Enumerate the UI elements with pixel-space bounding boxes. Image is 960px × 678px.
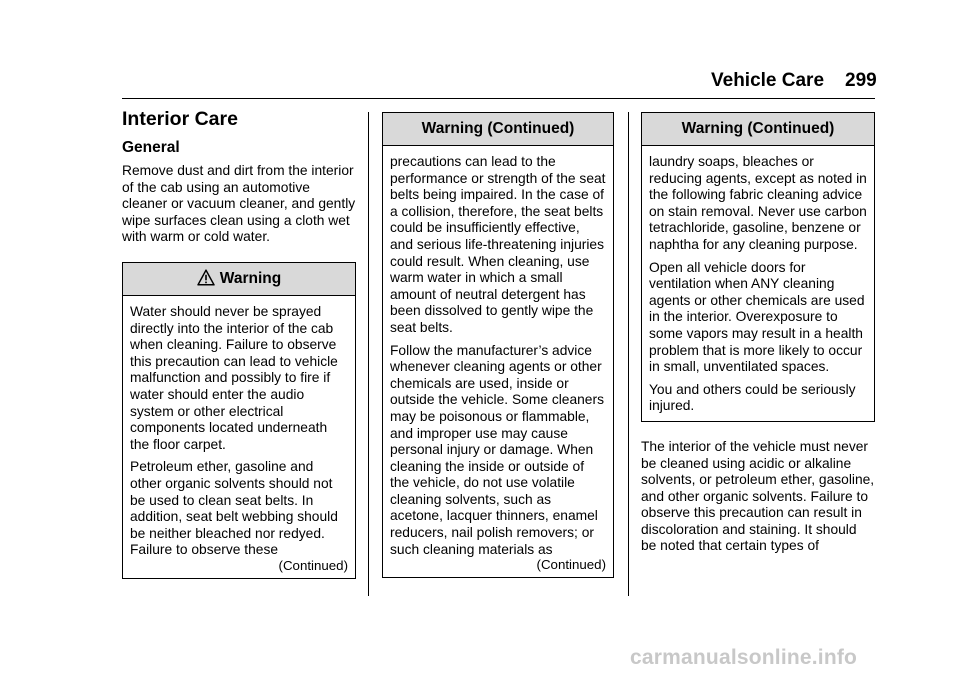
warning-box-continued (382, 112, 614, 578)
warning-box (122, 262, 356, 579)
column-2 (382, 112, 614, 578)
continued-label: (Continued) (536, 557, 606, 573)
body-paragraph: The interior of the vehicle must never be cleaned using acidic or alkaline solvents, or petroleum ether, gasoline, and other organic solvents. Failure to observe this precaution can result in discoloration and staining. It should be noted that certain types of (641, 438, 875, 554)
warning-heading-label: Warning (219, 269, 282, 287)
warning-triangle-icon (197, 266, 215, 298)
watermark: carmanualsonline.info (630, 646, 858, 669)
header-section-title: Vehicle Care (711, 70, 825, 91)
warning-heading: Warning (Continued) (383, 113, 613, 146)
warning-box-continued (641, 112, 875, 422)
warning-paragraph: Petroleum ether, gasoline and other organic solvents should not be used to clean seat belts. In addition, seat belt webbing should be neither bleached nor redyed. Failure to observe these (130, 459, 338, 558)
section-subtitle: General (122, 139, 180, 156)
section-title: Interior Care (122, 108, 238, 130)
column-divider-1 (368, 112, 369, 596)
page-number: 299 (845, 70, 877, 91)
warning-heading (123, 263, 355, 296)
column-1 (122, 108, 356, 579)
column-3 (641, 112, 875, 555)
warning-paragraph: laundry soaps, bleaches or reducing agents, except as noted in the following fabric cleaning advice on stain removal. Never use carbon tetrachloride, gasoline, benzene or naphtha for any cleaning purpose. (649, 154, 867, 252)
column-divider-2 (628, 112, 629, 596)
warning-paragraph: precautions can lead to the performance or strength of the seat belts being impaired. In the case of a collision, therefore, the seat belts could be insufficiently effective, and serious life-threatening injuries could result. When cleaning, use warm water in which a small amount of neutral detergent has been dissolved to gently wipe the seat belts. (390, 154, 606, 335)
warning-paragraph: Open all vehicle doors for ventilation when ANY cleaning agents or other chemicals are used in the interior. Overexposure to some vapors may result in a health problem that is more likely to occur in small, unventilated spaces. (649, 259, 865, 375)
warning-paragraph: Follow the manufacturer’s advice whenever cleaning agents or other chemicals are used, inside or outside the vehicle. Some cleaners may be poisonous or flammable, and improper use may cause personal injury or damage. When cleaning the inside or outside of the vehicle, do not use volatile cleaning solvents, such as acetone, lacquer thinners, enamel reducers, nail polish removers; or such cleaning materials as (390, 342, 604, 557)
warning-heading: Warning (Continued) (642, 113, 874, 146)
continued-label: (Continued) (278, 557, 348, 573)
header-rule (122, 98, 875, 99)
warning-paragraph: Water should never be sprayed directly into the interior of the cab when cleaning. Failure to observe this precaution can lead to vehicle malfunction and possibly to fire if water should enter the audio system or other electrical components located underneath the floor carpet. (130, 303, 338, 452)
intro-paragraph: Remove dust and dirt from the interior of the cab using an automotive cleaner or vacuum cleaner, and gently wipe surfaces clean using a cloth wet with warm or cold water. (122, 163, 356, 245)
warning-paragraph: You and others could be seriously injured. (649, 381, 856, 414)
